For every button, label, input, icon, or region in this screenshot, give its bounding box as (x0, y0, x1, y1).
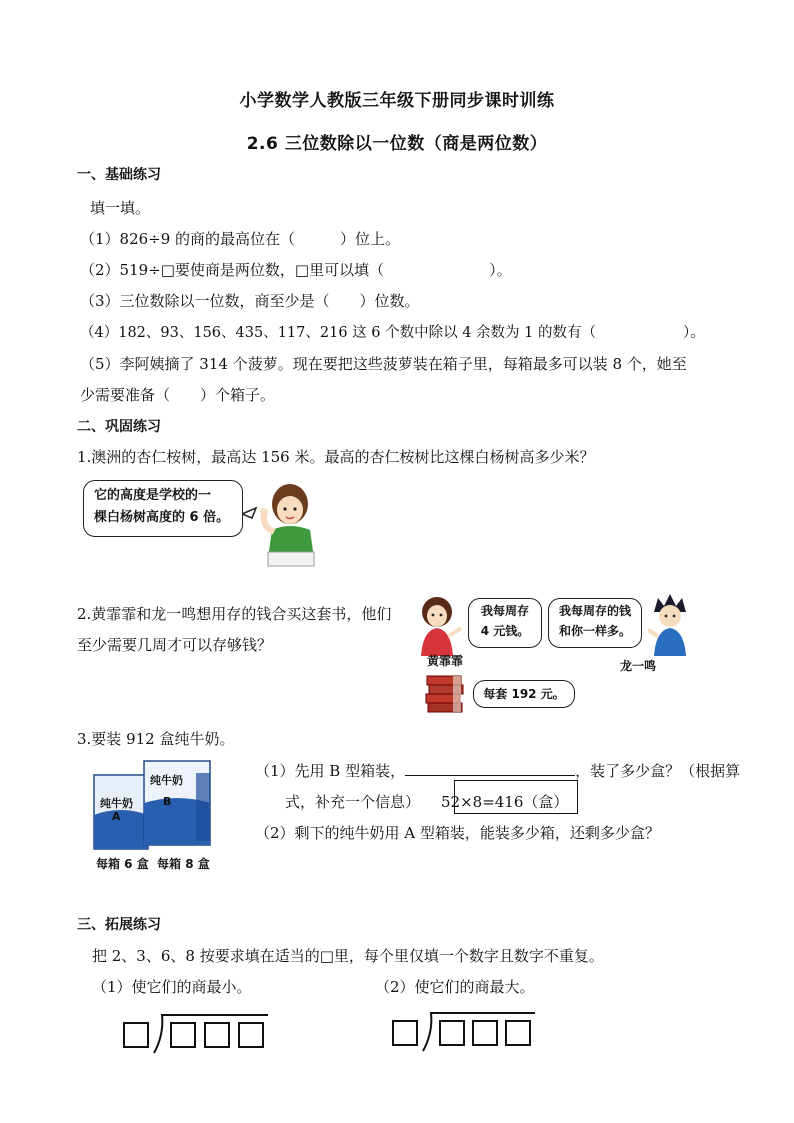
problem-1-text: 1.澳洲的杏仁桉树，最高达 156 米。最高的杏仁桉树比这棵白杨树高多少米？ (77, 448, 595, 466)
problem-3-text: 3.要装 912 盒纯牛奶。 (77, 730, 235, 748)
speech-bubble-boy-line2: 和你一样多。 (558, 624, 631, 638)
section2-heading: 二、巩固练习 (77, 419, 161, 435)
dividend-box-1c[interactable] (238, 1022, 264, 1048)
speech-bubble-boy (548, 598, 642, 648)
girl-illustration (415, 596, 463, 658)
speech-bubble-tree-line2: 棵白杨树高度的 6 倍。 (94, 510, 230, 525)
books-illustration (423, 672, 469, 718)
section1-intro: 填一填。 (90, 199, 151, 217)
divisor-box-1[interactable] (123, 1022, 149, 1048)
name-label-girl: 黄霏霏 (427, 654, 464, 668)
question-5-line1: （5）李阿姨摘了 314 个菠萝。现在要把这些菠萝装在箱子里，每箱最多可以装 8 个，她至 (80, 355, 687, 373)
problem-3-sub2: （2）剩下的纯牛奶用 A 型箱装，能装多少箱，还剩多少盒？ (255, 824, 660, 842)
problem-2-line1: 2.黄霏霏和龙一鸣想用存的钱合买这套书，他们 (77, 605, 392, 623)
speech-bubble-girl (468, 598, 542, 648)
question-1: （1）826÷9 的商的最高位在（ ）位上。 (80, 230, 401, 248)
problem-3-sub1-prefix: （1）先用 B 型箱装， (255, 762, 406, 780)
milk-boxes-caption: 每箱 6 盒 每箱 8 盒 (96, 857, 210, 871)
section3-intro: 把 2、3、6、8 按要求填在适当的□里，每个里仅填一个数字且数字不重复。 (92, 947, 604, 965)
question-3: （3）三位数除以一位数，商至少是（ ）位数。 (80, 292, 420, 310)
dividend-box-2a[interactable] (439, 1020, 465, 1046)
page-subtitle: 2.6 三位数除以一位数（商是两位数） (246, 134, 548, 154)
problem-3-sub1-suffix: ，装了多少盒？（根据算 (575, 762, 741, 780)
section3-sub1: （1）使它们的商最小。 (92, 978, 252, 996)
dividend-box-2c[interactable] (505, 1020, 531, 1046)
speech-bubble-tree (83, 480, 243, 537)
page-title: 小学数学人教版三年级下册同步课时训练 (239, 91, 555, 111)
speech-bubble-girl-line1: 我每周存 (480, 604, 529, 618)
speech-bubble-girl-line2: 4 元钱。 (480, 624, 530, 638)
question-2: （2）519÷□要使商是两位数，□里可以填（ ）。 (80, 261, 512, 279)
milk-box-b-label: 纯牛奶 (150, 774, 183, 787)
name-label-boy: 龙一鸣 (620, 659, 657, 673)
speech-bubble-tree-line1: 它的高度是学校的一 (94, 488, 212, 503)
boy-illustration (242, 478, 322, 568)
speech-bubble-boy-line1: 我每周存的钱 (558, 604, 631, 618)
problem-2-line2: 至少需要几周才可以存够钱？ (77, 636, 273, 654)
milk-box-a-label: 纯牛奶 (100, 797, 133, 810)
milk-box-b-letter: B (163, 795, 172, 808)
answer-blank[interactable] (405, 761, 575, 776)
boy-spiky-illustration (648, 594, 694, 658)
section1-heading: 一、基础练习 (77, 167, 161, 183)
dividend-box-1a[interactable] (170, 1022, 196, 1048)
formula-text: 52×8=416（盒） (441, 793, 569, 811)
milk-box-a-letter: A (112, 810, 121, 823)
problem-3-sub1 (255, 760, 740, 781)
question-4: （4）182、93、156、435、117、216 这 6 个数中除以 4 余数为 1 的数有（ ）。 (80, 325, 705, 341)
price-bubble: 每套 192 元。 (473, 680, 575, 708)
divisor-box-2[interactable] (392, 1020, 418, 1046)
section3-sub2: （2）使它们的商最大。 (375, 978, 535, 996)
dividend-box-2b[interactable] (472, 1020, 498, 1046)
dividend-box-1b[interactable] (204, 1022, 230, 1048)
problem-3-sub1-line2: 式，补充一个信息） (285, 793, 421, 811)
section3-heading: 三、拓展练习 (77, 917, 161, 933)
question-5-line2: 少需要准备（ ）个箱子。 (80, 386, 276, 404)
